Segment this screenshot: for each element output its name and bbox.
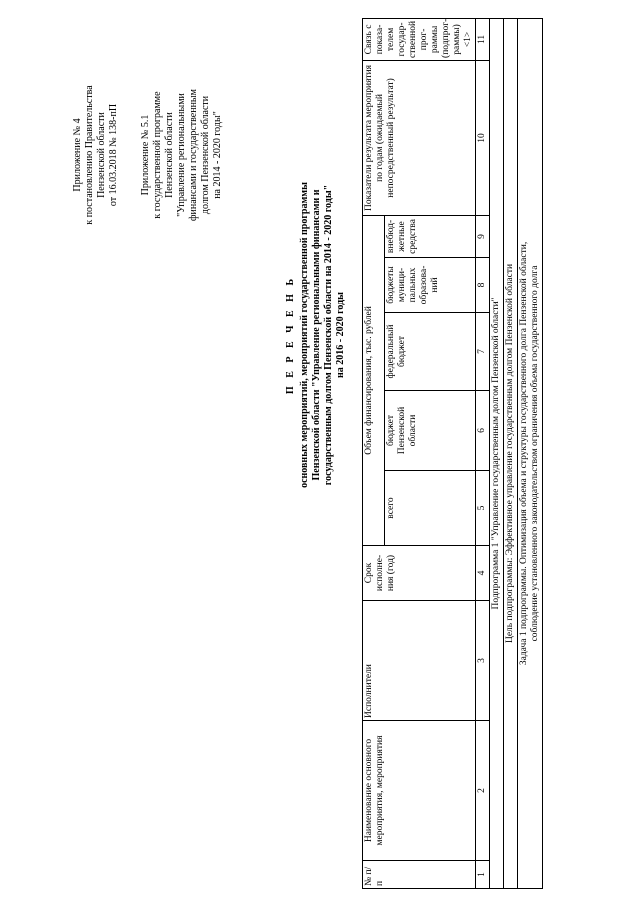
subprogram-title: Подпрограмма 1 "Управление государственным долгом Пензенской области"	[490, 18, 504, 888]
column-number: 6	[476, 391, 490, 471]
column-number: 1	[476, 861, 490, 889]
appendix-5-line7: на 2014 - 2020 годы"	[212, 111, 223, 199]
task-line2: соблюдение установленного законодательством ограничения объема государственного долга	[530, 265, 540, 642]
header-term: Срок исполне- ния (год)	[363, 546, 476, 601]
header-link: Связь с показа- телем государ- ственной прог- раммы (подпрог- раммы) <1>	[363, 18, 476, 60]
subprogram-row	[490, 18, 504, 888]
appendix-5-line3: Пензенской области	[164, 112, 175, 198]
column-number: 9	[476, 215, 490, 257]
appendix-5-line5: финансами и государственным	[188, 89, 199, 221]
subprogram-task	[518, 18, 543, 888]
header-federal: федеральный бюджет	[384, 313, 475, 391]
header-funding: Объем финансирования, тыс. рублей	[363, 215, 385, 545]
column-number: 7	[476, 313, 490, 391]
title-line2: основных мероприятий, мероприятий государственной программы	[299, 182, 310, 488]
column-number: 10	[476, 60, 490, 215]
appendix-5-line6: долгом Пензенской области	[200, 95, 211, 215]
appendix-5-line2: к государственной программе	[152, 91, 163, 219]
header-total: всего	[384, 471, 475, 546]
header-executors: Исполнители	[363, 601, 476, 721]
header-indicators: Показатели результата мероприятия по годам (ожидаемый непосредственный результат)	[363, 60, 476, 215]
header-num: № п/п	[363, 861, 476, 889]
title-line5: на 2016 - 2020 годы	[335, 292, 346, 378]
column-number: 3	[476, 601, 490, 721]
appendix-5-block	[140, 70, 224, 240]
column-number: 11	[476, 18, 490, 60]
title-line3: Пензенской области "Управление региональными финансами и	[311, 189, 322, 481]
appendix-4-line3: Пензенской области	[96, 112, 107, 198]
column-number: 4	[476, 546, 490, 601]
task-row	[518, 18, 543, 888]
header-regional: бюджет Пензенской области	[384, 391, 475, 471]
goal-row	[504, 18, 518, 888]
appendix-4-block	[72, 70, 120, 240]
column-number: 2	[476, 721, 490, 861]
header-row-1	[363, 18, 385, 888]
appendix-4-line2: к постановлению Правительства	[84, 85, 95, 225]
appendix-5-line1: Приложение № 5.1	[140, 114, 151, 196]
activities-table	[362, 18, 543, 889]
document-title	[285, 145, 347, 525]
header-municipal: бюджеты муници- пальных образова- ний	[384, 258, 475, 313]
column-number-row	[476, 18, 490, 888]
header-offbudget: внебюд- жетные средства	[384, 215, 475, 257]
header-name: Наименование основного мероприятия, мероприятия	[363, 721, 476, 861]
appendix-4-line1: Приложение № 4	[72, 118, 83, 192]
task-line1: Задача 1 подпрограммы. Оптимизация объема и структуры государственного долга Пензенской области,	[519, 241, 529, 666]
appendix-5-line4: "Управление региональными	[176, 93, 187, 217]
title-line4: государственным долгом Пензенской области на 2014 - 2020 годы"	[323, 184, 334, 486]
appendix-4-line4: от 16.03.2018 № 138-пП	[108, 103, 119, 207]
subprogram-goal: Цель подпрограммы: Эффективное управление государственным долгом Пензенской области	[504, 18, 518, 888]
title-line1: П Е Р Е Ч Е Н Ь	[285, 275, 296, 395]
column-number: 8	[476, 258, 490, 313]
column-number: 5	[476, 471, 490, 546]
